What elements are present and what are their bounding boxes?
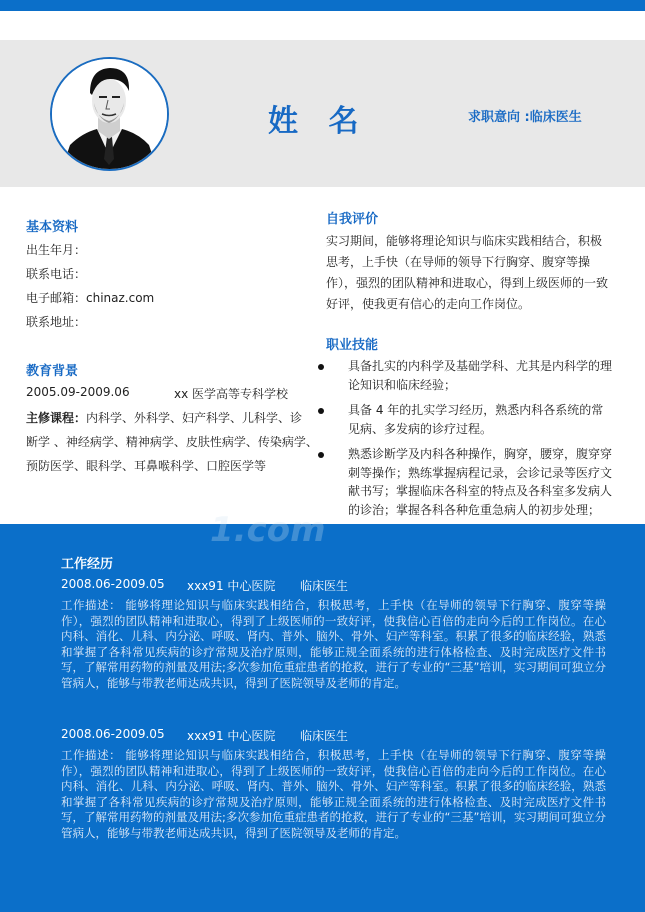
- address: 联系地址：: [26, 315, 87, 329]
- courses-line-2: 断学 、神经病学、精神病学、皮肤性病学、传染病学、: [26, 435, 318, 449]
- work-period: 2008.06-2009.05: [61, 727, 165, 741]
- skill-item: 具备扎实的内科学及基础学科、尤其是内科学的理论知识和临床经验；: [318, 357, 613, 394]
- education-title: 教育背景: [26, 364, 79, 379]
- candidate-name: 姓 名: [268, 104, 369, 139]
- work-org: xxx91 中心医院: [187, 729, 276, 743]
- watermark: 1.com: [210, 510, 326, 550]
- birth-date: 出生年月：: [26, 243, 87, 257]
- work-period: 2008.06-2009.05: [61, 577, 165, 591]
- work-description: 工作描述： 能够将理论知识与临床实践相结合，积极思考，上手快（在导师的领导下行胸穿、腹穿等操作），强烈的团队精神和进取心，得到了上级医师的一致好评，使我信心百倍的走向今后的工作岗位。在心内科、消化、儿科、内分泌、呼吸、肾内、普外、脑外、骨外、妇产等科室。积累了很多的临床经验，熟悉和掌握了各科常见疾病的诊疗常规及治疗原则，能够正规全面系统的进行体格检查、及时完成医疗文件书写，了解常用药物的剂量及用法;多次参加危重症患者的抢救，进行了专业的“三基”培训，实习期间可独立分管病人，能够与带教老师达成共识，得到了医院领导及老师的肯定。: [61, 598, 606, 690]
- email: 电子邮箱：chinaz.com: [26, 291, 155, 305]
- work-role: 临床医生: [300, 579, 349, 593]
- skills-title: 职业技能: [326, 338, 379, 353]
- courses-line-1: [26, 409, 302, 426]
- job-intent: 求职意向 :临床医生: [468, 110, 582, 125]
- courses-label: 主修课程：: [26, 411, 87, 425]
- bullet-dot: [318, 452, 324, 458]
- bullet-dot: [318, 364, 324, 370]
- self-eval-text: 实习期间，能够将理论知识与临床实践相结合，积极思考，上手快（在导师的领导下行胸穿、腹穿等操作），强烈的团队精神和进取心，得到上级医师的一致好评，使我更有信心的走向工作岗位。: [326, 234, 609, 311]
- work-role: 临床医生: [300, 729, 349, 743]
- self-eval-title: 自我评价: [326, 212, 379, 227]
- courses-line-3: 预防医学、眼科学、耳鼻喉科学、口腔医学等: [26, 459, 267, 473]
- work-title: 工作经历: [61, 557, 114, 572]
- bullet-dot: [318, 408, 324, 414]
- basic-info-title: 基本资料: [26, 220, 79, 235]
- avatar: [50, 57, 169, 171]
- work-org: xxx91 中心医院: [187, 579, 276, 593]
- top-band: [0, 0, 645, 11]
- phone: 联系电话：: [26, 267, 87, 281]
- skill-item: 熟悉诊断学及内科各种操作，胸穿，腰穿，腹穿穿刺等操作；熟练掌握病程记录，会诊记录等医疗文献书写；掌握临床各科室的特点及各科室多发病人的诊治；掌握各科各种危重急病人的初步处理；: [318, 445, 613, 519]
- education-school: xx 医学高等专科学校: [174, 387, 289, 401]
- skill-item: 具备 4 年的扎实学习经历，熟悉内科各系统的常见病、多发病的诊疗过程。: [318, 401, 613, 438]
- courses-text-1: 内科学、外科学、妇产科学、儿科学、诊: [86, 411, 303, 425]
- portrait-image: [52, 59, 167, 169]
- work-description: 工作描述： 能够将理论知识与临床实践相结合，积极思考，上手快（在导师的领导下行胸穿、腹穿等操作），强烈的团队精神和进取心，得到了上级医师的一致好评，使我信心百倍的走向今后的工作岗位。在心内科、消化、儿科、内分泌、呼吸、肾内、普外、脑外、骨外、妇产等科室。积累了很多的临床经验，熟悉和掌握了各科常见疾病的诊疗常规及治疗原则，能够正规全面系统的进行体格检查、及时完成医疗文件书写，了解常用药物的剂量及用法;多次参加危重症患者的抢救，进行了专业的“三基”培训，实习期间可独立分管病人，能够与带教老师达成共识，得到了医院领导及老师的肯定。: [61, 748, 606, 840]
- education-period: 2005.09-2009.06: [26, 385, 130, 399]
